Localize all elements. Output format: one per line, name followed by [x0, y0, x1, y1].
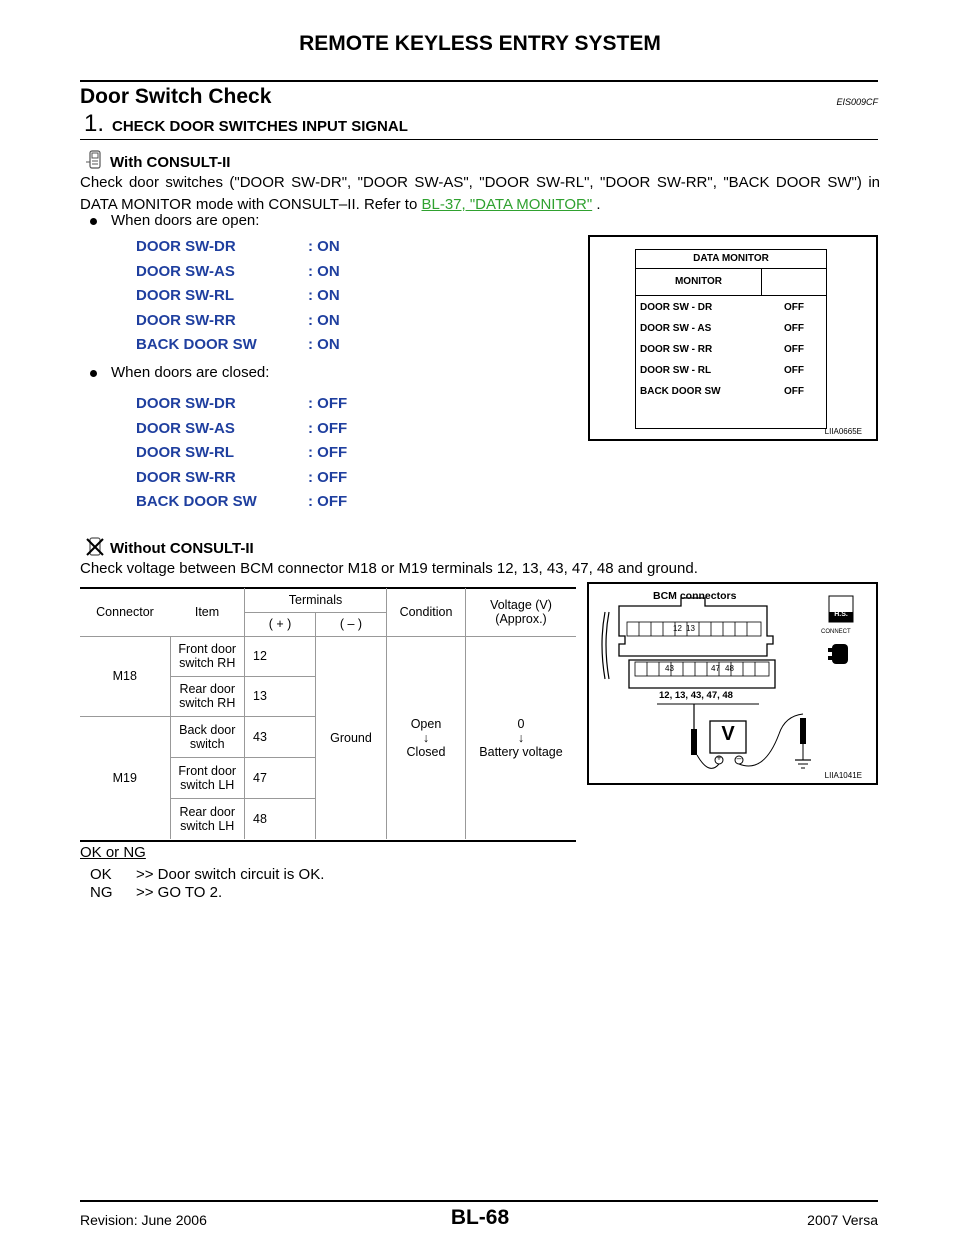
footer-revision: Revision: June 2006 [80, 1212, 207, 1228]
item-line: Front door [178, 763, 237, 778]
list-item [136, 336, 340, 361]
step-1-heading [84, 110, 408, 138]
voltage-open: 0 [517, 716, 525, 731]
with-consult-text-suffix: . [592, 196, 601, 213]
cell-terminal: 13 [245, 676, 316, 716]
list-item [136, 493, 347, 518]
cell-connector: M18 [80, 636, 170, 716]
footer-model: 2007 Versa [807, 1212, 878, 1228]
col-item: Item [170, 588, 245, 636]
bcm-figure-code: LIIA1041E [824, 771, 862, 780]
switch-value: : OFF [308, 468, 348, 486]
without-consult-heading: Without CONSULT-II [110, 540, 254, 557]
data-monitor-figure [588, 235, 878, 441]
monitor-value: OFF [784, 323, 804, 334]
switch-value: : ON [308, 262, 340, 280]
step-rule [80, 139, 878, 140]
ok-result-row [90, 866, 324, 883]
switch-name: DOOR SW-RL [136, 287, 235, 304]
monitor-value: OFF [784, 302, 804, 313]
col-minus: ( – ) [316, 612, 387, 636]
bullet-dot [90, 218, 97, 225]
bcm-figure-title: BCM connectors [653, 590, 737, 602]
list-item [136, 263, 340, 288]
monitor-item: DOOR SW - RR [640, 344, 713, 355]
table-row [640, 344, 822, 365]
ok-key: OK [90, 866, 112, 883]
condition-arrow: ↓ [422, 730, 430, 745]
cell-connector: M19 [80, 716, 170, 839]
pin-label-43: 43 [665, 664, 674, 673]
list-item [136, 287, 340, 312]
doors-closed-list [136, 395, 347, 518]
switch-name: DOOR SW-AS [136, 262, 235, 280]
item-line: Back door [179, 722, 236, 737]
step-title: CHECK DOOR SWITCHES INPUT SIGNAL [112, 118, 408, 135]
doors-open-bullet [90, 212, 259, 229]
switch-value: : ON [308, 311, 340, 329]
list-item [136, 420, 347, 445]
ng-text: >> GO TO 2. [136, 884, 223, 901]
col-connector: Connector [80, 588, 170, 636]
monitor-subtitle: MONITOR [636, 269, 762, 295]
switch-name: DOOR SW-RL [136, 444, 235, 461]
voltage-table [80, 588, 576, 839]
doors-open-label: When doors are open: [111, 212, 260, 229]
hs-label: H.S. [834, 611, 848, 618]
table-row [640, 386, 822, 407]
monitor-value: OFF [784, 386, 804, 397]
cell-terminal: 48 [245, 798, 316, 839]
item-line: Front door [178, 642, 237, 656]
pin-label-48: 48 [725, 664, 734, 673]
list-item [136, 312, 340, 337]
switch-value: : OFF [308, 395, 348, 412]
monitor-item: DOOR SW - RL [640, 365, 712, 376]
pin-label-13: 13 [686, 624, 695, 633]
footer-page-number: BL-68 [450, 1206, 510, 1229]
ok-or-ng-label: OK or NG [80, 844, 146, 861]
cell-condition [387, 636, 466, 839]
monitor-title: DATA MONITOR [636, 250, 826, 269]
cell-terminal: 47 [245, 757, 316, 798]
item-line: switch RH [179, 656, 236, 670]
switch-value: : ON [308, 238, 340, 255]
with-consult-heading: With CONSULT-II [110, 154, 231, 171]
cell-voltage [466, 636, 577, 839]
switch-value: : OFF [308, 493, 348, 510]
cell-item [170, 716, 245, 757]
terminals-label: 12, 13, 43, 47, 48 [659, 690, 733, 701]
monitor-item: BACK DOOR SW [640, 386, 721, 397]
switch-value: : OFF [308, 444, 348, 461]
ok-text: >> Door switch circuit is OK. [136, 866, 325, 883]
item-line: switch [189, 736, 225, 751]
list-item [136, 238, 340, 263]
voltage-header-sub: (Approx.) [495, 611, 547, 626]
ng-key: NG [90, 884, 113, 901]
cell-item [170, 676, 245, 716]
condition-open: Open [410, 716, 442, 731]
page-header-title: REMOTE KEYLESS ENTRY SYSTEM [299, 32, 661, 55]
item-line: Rear door [179, 682, 236, 696]
col-terminals: Terminals [245, 588, 387, 612]
step-number: 1. [84, 110, 105, 137]
switch-name: DOOR SW-DR [136, 238, 236, 255]
col-plus: ( + ) [245, 612, 316, 636]
header-rule [80, 80, 878, 82]
switch-value: : ON [308, 336, 340, 353]
table-header-row [80, 588, 576, 612]
monitor-screen [635, 249, 827, 429]
condition-closed: Closed [406, 744, 446, 759]
switch-name: BACK DOOR SW [136, 493, 257, 510]
cell-terminal: 43 [245, 716, 316, 757]
with-consult-text [80, 172, 880, 216]
table-row [640, 365, 822, 386]
switch-name: BACK DOOR SW [136, 336, 257, 353]
cell-ground: Ground [316, 636, 387, 839]
monitor-value: OFF [784, 365, 804, 376]
section-title: Door Switch Check [80, 85, 272, 108]
switch-value: : OFF [308, 419, 348, 437]
list-item [136, 395, 347, 420]
monitor-rows [636, 296, 826, 407]
doors-closed-bullet [90, 364, 269, 381]
meter-plus: + [716, 753, 722, 763]
item-line: switch LH [180, 818, 235, 833]
monitor-value: OFF [784, 344, 804, 355]
section-code: EIS009CF [836, 97, 878, 107]
pin-label-47: 47 [711, 664, 720, 673]
table-row [80, 636, 576, 676]
without-consult-text: Check voltage between BCM connector M18 or M19 terminals 12, 13, 43, 47, 48 and ground. [80, 560, 698, 577]
voltage-header: Voltage (V) [490, 597, 552, 612]
cell-item [170, 757, 245, 798]
item-line: Rear door [179, 804, 236, 819]
meter-minus: – [736, 753, 742, 763]
ng-result-row [90, 884, 222, 901]
monitor-item: DOOR SW - AS [640, 323, 712, 334]
switch-name: DOOR SW-AS [136, 419, 235, 437]
switch-name: DOOR SW-DR [136, 395, 236, 412]
bcm-connectors-figure [587, 582, 878, 785]
table-row [640, 302, 822, 323]
bullet-dot [90, 370, 97, 377]
connect-label: CONNECT [821, 629, 851, 635]
cell-item [170, 798, 245, 839]
data-monitor-link[interactable]: BL-37, "DATA MONITOR" [421, 196, 593, 213]
footer-rule [80, 1200, 878, 1202]
monitor-figure-code: LIIA0665E [824, 427, 862, 436]
table-bottom-rule [80, 840, 576, 842]
voltage-closed: Battery voltage [479, 744, 563, 759]
list-item [136, 444, 347, 469]
monitor-item: DOOR SW - DR [640, 302, 713, 313]
switch-name: DOOR SW-RR [136, 311, 236, 329]
item-line: switch RH [179, 696, 236, 710]
col-condition: Condition [387, 588, 466, 636]
voltage-arrow: ↓ [517, 730, 525, 745]
cell-terminal: 12 [245, 636, 316, 676]
cell-item [170, 636, 245, 676]
voltmeter-symbol: V [721, 723, 735, 745]
with-consult-text-prefix: Check door switches ("DOOR SW-DR", "DOOR SW-AS", "DOOR SW-RL", "DOOR SW-RR", "BACK DOOR SW") in DATA MONITOR mode with CONSULT–II. Refer to [80, 174, 880, 213]
item-line: switch LH [180, 777, 235, 792]
table-row [640, 323, 822, 344]
doors-closed-label: When doors are closed: [111, 364, 270, 381]
pin-label-12: 12 [673, 624, 682, 633]
list-item [136, 469, 347, 494]
monitor-subheader [636, 269, 826, 296]
switch-name: DOOR SW-RR [136, 468, 236, 486]
switch-value: : ON [308, 287, 340, 304]
col-voltage [466, 588, 577, 636]
doors-open-list [136, 238, 340, 361]
